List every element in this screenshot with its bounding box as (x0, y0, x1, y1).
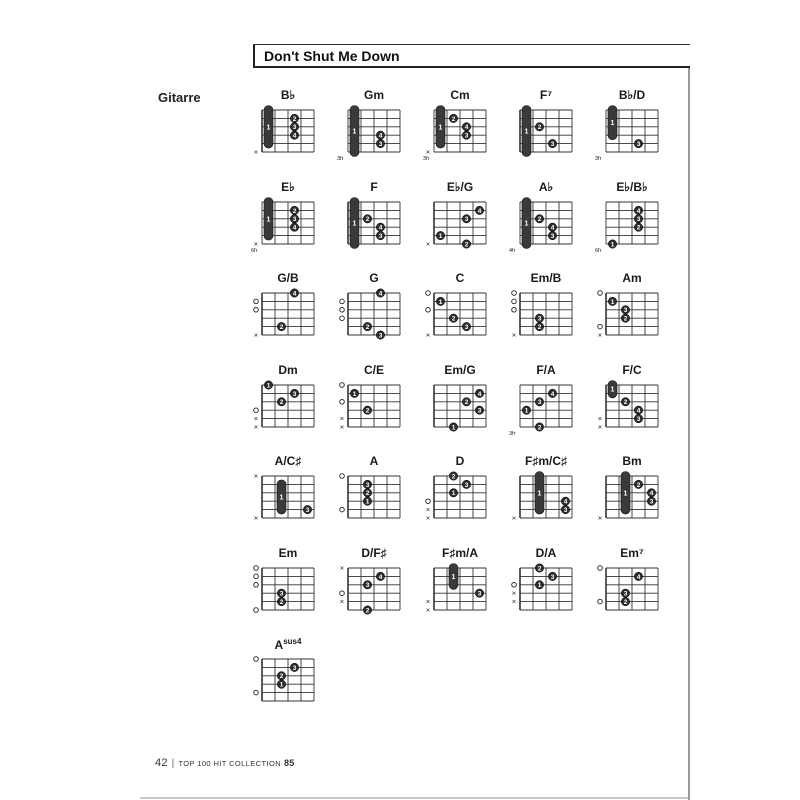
fret-position-label: 4fr (509, 247, 516, 254)
fret-position-label: 6fr (251, 247, 258, 254)
finger-number: 1 (610, 240, 615, 248)
chord-diagram (336, 88, 416, 180)
finger-number: 1 (537, 581, 542, 589)
finger-number: 4 (378, 290, 383, 298)
muted-string-marker: × (253, 422, 259, 431)
chord-fretboard (594, 381, 674, 441)
chord-fretboard (422, 198, 502, 258)
muted-string-marker: × (511, 513, 517, 523)
chord-diagram (594, 546, 674, 638)
open-string-marker (254, 565, 259, 570)
chord-name: E♭/G (446, 179, 474, 194)
finger-number: 3 (477, 590, 482, 598)
muted-string-marker: × (253, 330, 259, 340)
chord-suffix: sus4 (283, 637, 302, 646)
open-string-marker (254, 690, 259, 695)
finger-number: 2 (464, 398, 469, 406)
finger-number: 3 (636, 141, 641, 148)
chord-name: D/F♯ (361, 545, 387, 560)
finger-number: 3 (550, 232, 555, 240)
chord-diagram (336, 363, 416, 455)
chord-name: D (455, 454, 465, 468)
chord-name: B♭/D (618, 88, 646, 102)
chord-diagram (508, 271, 588, 363)
finger-number: 2 (292, 207, 297, 215)
muted-string-marker: × (425, 513, 431, 523)
chord-name: E♭ (281, 179, 295, 194)
finger-number: 3 (365, 581, 370, 589)
open-string-marker (426, 308, 431, 313)
chord-diagram (250, 271, 330, 363)
page-number: 42 (155, 757, 168, 769)
open-string-marker (426, 499, 431, 504)
open-string-marker (254, 308, 259, 313)
chord-name: F/A (536, 362, 556, 377)
chord-fretboard (250, 472, 330, 532)
chord-fretboard (594, 106, 674, 166)
finger-number: 2 (451, 115, 456, 123)
finger-number: 3 (279, 590, 284, 598)
finger-number: 2 (279, 398, 284, 406)
chord-diagram (336, 180, 416, 272)
finger-number: 3 (477, 407, 482, 415)
chord-name: Am (622, 271, 642, 285)
page-footer (155, 757, 294, 769)
chord-name: C/E (363, 362, 384, 377)
finger-number: 2 (623, 315, 628, 323)
finger-number: 2 (365, 606, 370, 614)
chord-name: F♯m/A (442, 545, 478, 560)
chord-diagram (250, 180, 330, 272)
finger-number: 2 (537, 564, 542, 572)
muted-string-marker: × (597, 330, 603, 340)
open-string-marker (254, 299, 259, 304)
chord-fretboard (422, 564, 502, 624)
muted-string-marker: × (597, 513, 603, 523)
instrument-label: Gitarre (158, 90, 201, 105)
finger-number: 4 (477, 390, 482, 398)
chord-name: $A^{sus4}$ (274, 637, 302, 652)
finger-number: 4 (378, 224, 383, 232)
chord-name: Gm (363, 88, 384, 102)
muted-string-marker: × (253, 147, 259, 157)
chord-diagram (336, 454, 416, 546)
chord-name: F/C (622, 362, 642, 377)
chord-diagram (422, 88, 502, 180)
open-string-marker (340, 399, 345, 404)
chord-fretboard (422, 472, 502, 532)
chord-fretboard (508, 381, 588, 441)
finger-number: 3 (537, 315, 542, 323)
finger-number: 3 (378, 141, 383, 148)
chord-fretboard (594, 289, 674, 349)
barre-finger-number: 1 (279, 494, 284, 502)
muted-string-marker: × (425, 147, 431, 157)
finger-number: 4 (378, 132, 383, 140)
chord-name: Em/B (530, 271, 562, 285)
finger-number: 4 (636, 407, 641, 415)
open-string-marker (426, 291, 431, 296)
barre-finger-number: 1 (266, 124, 271, 132)
chord-fretboard (250, 289, 330, 349)
finger-number: 4 (464, 124, 469, 132)
chord-fretboard (422, 381, 502, 441)
chord-name: Em (278, 545, 298, 560)
muted-string-marker: × (511, 596, 517, 606)
finger-number: 3 (550, 141, 555, 148)
finger-number: 4 (550, 224, 555, 232)
finger-number: 2 (636, 224, 641, 232)
finger-number: 3 (623, 590, 628, 598)
chord-fretboard (422, 289, 502, 349)
chord-diagram (594, 363, 674, 455)
finger-number: 2 (365, 407, 370, 415)
finger-number: 4 (378, 573, 383, 581)
chord-fretboard (336, 106, 416, 166)
muted-string-marker: × (425, 596, 431, 606)
open-string-marker (340, 474, 345, 479)
finger-number: 3 (623, 307, 628, 315)
finger-number: 3 (464, 324, 469, 331)
chord-fretboard (508, 564, 588, 624)
chord-fretboard (422, 106, 502, 166)
chord-diagram (250, 363, 330, 455)
finger-number: 2 (451, 315, 456, 323)
collection-volume: 85 (284, 758, 295, 768)
chord-fretboard (336, 381, 416, 441)
finger-number: 3 (365, 481, 370, 489)
chord-name: Bm (622, 454, 642, 468)
barre-finger-number: 1 (524, 128, 529, 136)
chord-diagram (594, 454, 674, 546)
finger-number: 3 (378, 332, 383, 340)
open-string-marker (512, 308, 517, 313)
finger-number: 1 (438, 232, 443, 240)
open-string-marker (340, 507, 345, 512)
chord-diagram (422, 363, 502, 455)
open-string-marker (340, 316, 345, 321)
muted-string-marker: × (253, 513, 259, 523)
page-bottom-edge (140, 797, 688, 799)
chord-diagram (422, 271, 502, 363)
finger-number: 2 (464, 240, 469, 248)
fret-position-label: 6fr (595, 247, 602, 254)
chord-name: F (370, 179, 378, 194)
footer-separator: | (171, 758, 175, 769)
chord-diagram (336, 271, 416, 363)
finger-number: 2 (623, 598, 628, 606)
finger-number: 1 (610, 298, 615, 306)
open-string-marker (254, 657, 259, 662)
finger-number: 3 (464, 215, 469, 223)
finger-number: 3 (563, 507, 568, 514)
fret-position-label: 3fr (509, 430, 516, 437)
chord-name: A (369, 454, 379, 468)
chord-diagram (250, 88, 330, 180)
finger-number: 3 (636, 415, 641, 423)
chord-name: Dm (278, 362, 298, 377)
chord-name: A♭ (538, 179, 554, 194)
chord-fretboard (508, 198, 588, 258)
open-string-marker (340, 382, 345, 387)
chord-fretboard (250, 106, 330, 166)
muted-string-marker: × (253, 413, 259, 423)
muted-string-marker: × (339, 422, 345, 431)
open-string-marker (340, 590, 345, 595)
barre-finger-number: 1 (623, 490, 628, 498)
open-string-marker (598, 599, 603, 604)
muted-string-marker: × (511, 330, 517, 340)
chord-name: F♯m/C♯ (525, 454, 567, 468)
chord-diagram (336, 546, 416, 638)
muted-string-marker: × (253, 239, 259, 248)
finger-number: 3 (464, 132, 469, 140)
finger-number: 3 (537, 398, 542, 406)
barre-finger-number: 1 (352, 220, 357, 227)
chord-diagram (594, 180, 674, 272)
finger-number: 4 (292, 132, 297, 140)
chord-name: Cm (450, 88, 470, 102)
muted-string-marker: × (425, 605, 431, 614)
finger-number: 4 (477, 207, 482, 215)
fret-position-label: 3fr (423, 156, 430, 162)
finger-number: 3 (649, 498, 654, 506)
chord-fretboard (594, 564, 674, 624)
open-string-marker (512, 299, 517, 304)
open-string-marker (340, 299, 345, 304)
muted-string-marker: × (425, 505, 431, 515)
finger-number: 3 (292, 215, 297, 223)
finger-number: 3 (550, 573, 555, 581)
chord-fretboard (336, 472, 416, 532)
chord-diagram (422, 546, 502, 638)
fret-position-label: 3fr (595, 156, 602, 162)
muted-string-marker: × (425, 330, 431, 340)
finger-number: 2 (279, 324, 284, 331)
chord-fretboard (508, 106, 588, 166)
open-string-marker (340, 308, 345, 313)
chord-name: E♭/B♭ (616, 179, 648, 194)
finger-number: 2 (365, 324, 370, 331)
barre-finger-number: 1 (524, 220, 529, 227)
chord-fretboard (250, 198, 330, 258)
finger-number: 1 (352, 390, 357, 398)
chord-fretboard (336, 289, 416, 349)
chord-diagram (250, 546, 330, 638)
chord-fretboard (250, 564, 330, 624)
open-string-marker (512, 582, 517, 587)
finger-number: 1 (438, 298, 443, 306)
finger-number: 2 (537, 423, 542, 431)
finger-number: 4 (563, 498, 568, 506)
chord-name: Em⁷ (620, 545, 644, 560)
chord-name: G (369, 271, 379, 285)
finger-number: 1 (266, 381, 271, 389)
chord-diagram (250, 454, 330, 546)
muted-string-marker: × (597, 413, 603, 423)
finger-number: 2 (537, 215, 542, 223)
finger-number: 1 (524, 407, 529, 415)
chord-fretboard (250, 381, 330, 441)
chord-diagram (508, 454, 588, 546)
finger-number: 1 (451, 490, 456, 498)
finger-number: 1 (365, 498, 370, 506)
chord-name: G/B (277, 271, 299, 285)
finger-number: 1 (279, 681, 284, 689)
muted-string-marker: × (253, 471, 259, 481)
chord-fretboard (508, 472, 588, 532)
chord-diagram (508, 88, 588, 180)
open-string-marker (598, 291, 603, 296)
finger-number: 3 (636, 215, 641, 223)
page-edge (688, 44, 690, 800)
finger-number: 2 (636, 481, 641, 489)
finger-number: 3 (305, 507, 310, 514)
chord-diagram (594, 271, 674, 363)
song-title: Don't Shut Me Down (264, 48, 400, 64)
fret-position-label: 3fr (337, 156, 344, 162)
finger-number: 4 (649, 490, 654, 498)
chord-name: Em/G (444, 362, 476, 377)
open-string-marker (254, 407, 259, 412)
chord-fretboard (336, 564, 416, 624)
muted-string-marker: × (511, 588, 517, 598)
barre-finger-number: 1 (451, 573, 456, 581)
chord-diagram (508, 546, 588, 638)
finger-number: 2 (279, 673, 284, 681)
muted-string-marker: × (339, 563, 345, 572)
chord-fretboard (336, 198, 416, 258)
finger-number: 2 (537, 324, 542, 331)
finger-number: 3 (292, 390, 297, 398)
finger-number: 3 (292, 124, 297, 132)
open-string-marker (254, 574, 259, 579)
open-string-marker (512, 291, 517, 296)
finger-number: 3 (292, 664, 297, 672)
song-title-box (253, 44, 690, 68)
barre-finger-number: 1 (352, 128, 357, 136)
chord-fretboard (594, 472, 674, 532)
muted-string-marker: × (425, 239, 431, 248)
chord-fretboard (594, 198, 674, 258)
finger-number: 2 (292, 115, 297, 123)
open-string-marker (598, 565, 603, 570)
chord-name: A/C♯ (274, 454, 302, 468)
chord-fretboard (250, 655, 330, 715)
chord-diagram (422, 180, 502, 272)
barre-finger-number: 1 (610, 386, 615, 394)
chord-diagram (594, 88, 674, 180)
finger-number: 4 (636, 207, 641, 215)
open-string-marker (254, 607, 259, 612)
finger-number: 2 (279, 598, 284, 606)
finger-number: 4 (292, 224, 297, 232)
finger-number: 2 (451, 473, 456, 481)
chord-name: D/A (535, 545, 557, 560)
barre-finger-number: 1 (266, 215, 271, 223)
muted-string-marker: × (597, 422, 603, 431)
barre-finger-number: 1 (537, 490, 542, 498)
barre-finger-number: 1 (438, 124, 443, 132)
chord-diagram (250, 637, 330, 729)
barre-finger-number: 1 (610, 120, 615, 128)
finger-number: 2 (623, 398, 628, 406)
finger-number: 2 (537, 124, 542, 132)
muted-string-marker: × (339, 413, 345, 423)
finger-number: 3 (378, 232, 383, 240)
chord-name: B♭ (280, 88, 296, 102)
finger-number: 4 (636, 573, 641, 581)
open-string-marker (254, 582, 259, 587)
finger-number: 2 (365, 215, 370, 223)
chord-diagram (422, 454, 502, 546)
chord-fretboard (508, 289, 588, 349)
chord-diagram (508, 363, 588, 455)
chord-diagram (508, 180, 588, 272)
open-string-marker (598, 324, 603, 329)
chord-name: C (455, 271, 465, 285)
finger-number: 3 (464, 481, 469, 489)
finger-number: 4 (292, 290, 297, 298)
collection-name: TOP 100 HIT COLLECTION (178, 759, 282, 768)
finger-number: 2 (365, 490, 370, 498)
chord-name: F⁷ (539, 88, 553, 102)
finger-number: 4 (550, 390, 555, 398)
finger-number: 1 (451, 423, 456, 431)
muted-string-marker: × (339, 596, 345, 606)
